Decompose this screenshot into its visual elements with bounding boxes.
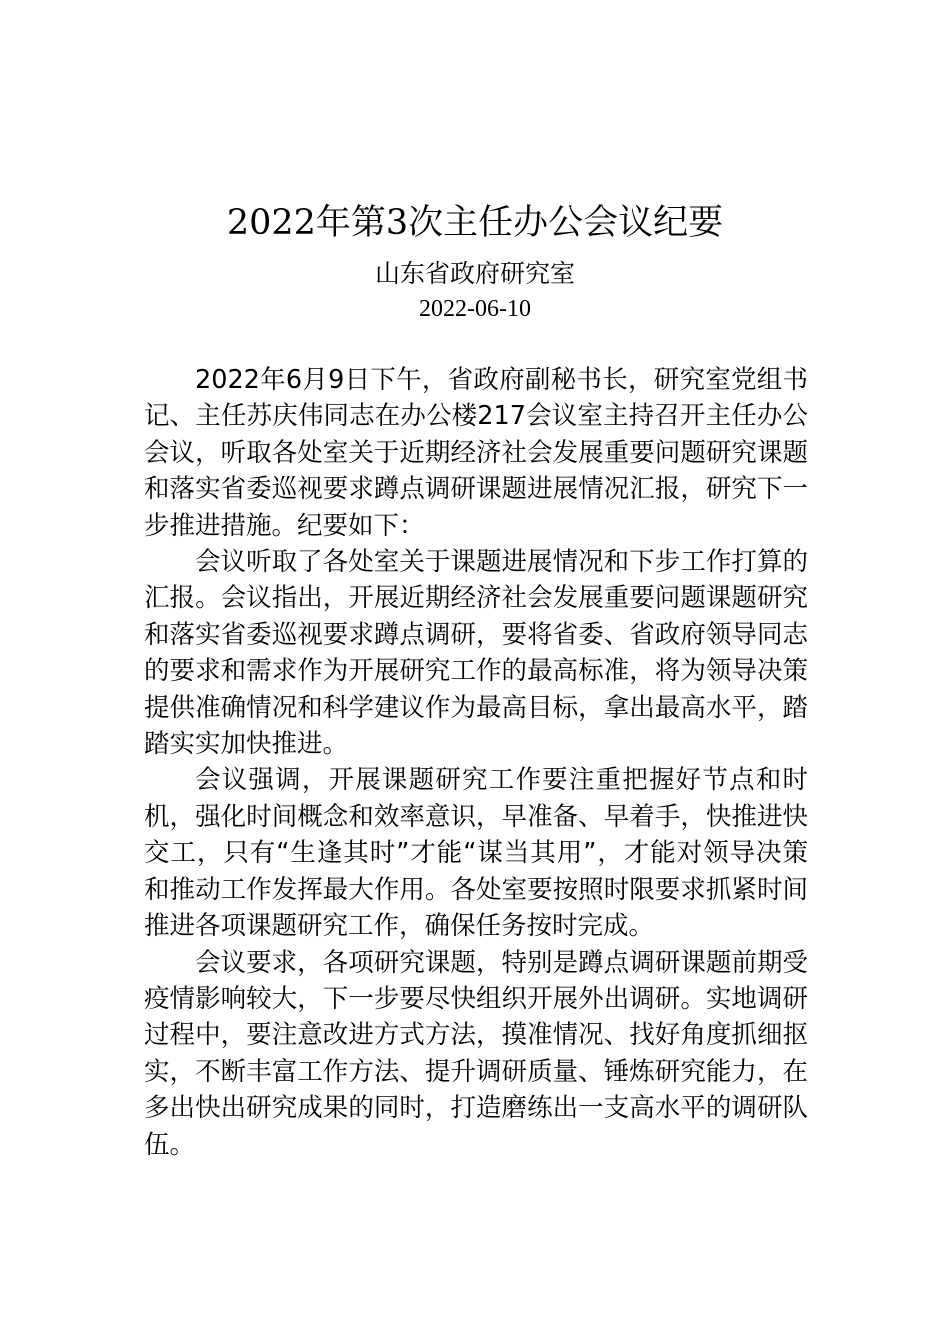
document-date: 2022-06-10 <box>419 296 531 322</box>
issuing-organization: 山东省政府研究室 <box>374 259 575 288</box>
paragraph: 会议听取了各处室关于课题进展情况和下步工作打算的汇报。会议指出，开展近期经济社会发展重要问题课题研究和落实省委巡视要求蹲点调研，要将省委、省政府领导同志的要求和需求作为开展研究工作的最高标准，将为领导决策提供准确情况和科学建议作为最高目标，拿出最高水平，踏踏实实加快推进。 <box>144 547 808 760</box>
paragraph: 会议要求，各项研究课题，特别是蹲点调研课题前期受疫情影响较大，下一步要尽快组织开展外出调研。实地调研过程中，要注意改进方式方法，摸准情况、找好角度抓细抠实，不断丰富工作方法、提升调研质量、锤炼研究能力，在多出快出研究成果的同时，打造磨练出一支高水平的调研队伍。 <box>144 947 808 1160</box>
document-title: 2022年第3次主任办公会议纪要 <box>226 203 724 243</box>
paragraph: 会议强调，开展课题研究工作要注重把握好节点和时机，强化时间概念和效率意识，早准备、早着手，快推进快交工，只有“生逢其时”才能“谋当其用”，才能对领导决策和推动工作发挥最大作用。各处室要按照时限要求抓紧时间推进各项课题研究工作，确保任务按时完成。 <box>144 765 808 942</box>
paragraph: 2022年6月9日下午，省政府副秘书长，研究室党组书记、主任苏庆伟同志在办公楼217会议室主持召开主任办公会议，听取各处室关于近期经济社会发展重要问题研究课题和落实省委巡视要求蹲点调研课题进展情况汇报，研究下一步推进措施。纪要如下： <box>144 365 808 541</box>
document-body <box>144 362 808 1163</box>
